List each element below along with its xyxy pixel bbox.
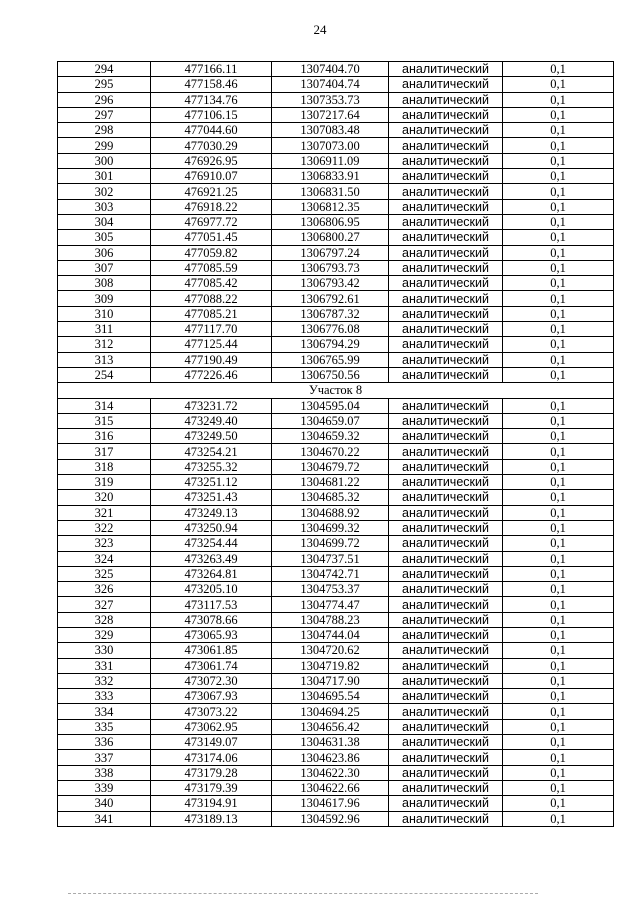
x-coordinate-cell: 473251.43 — [151, 490, 272, 505]
x-coordinate-cell: 477030.29 — [151, 138, 272, 153]
point-number-cell: 316 — [58, 429, 151, 444]
accuracy-cell: 0,1 — [503, 780, 614, 795]
accuracy-cell: 0,1 — [503, 199, 614, 214]
accuracy-cell: 0,1 — [503, 750, 614, 765]
x-coordinate-cell: 476921.25 — [151, 184, 272, 199]
y-coordinate-cell: 1304622.66 — [272, 780, 389, 795]
method-cell: аналитический — [389, 352, 503, 367]
method-cell: аналитический — [389, 597, 503, 612]
method-cell: аналитический — [389, 184, 503, 199]
x-coordinate-cell: 473072.30 — [151, 673, 272, 688]
accuracy-cell: 0,1 — [503, 260, 614, 275]
point-number-cell: 297 — [58, 107, 151, 122]
accuracy-cell: 0,1 — [503, 322, 614, 337]
table-row — [58, 230, 614, 245]
method-cell: аналитический — [389, 107, 503, 122]
table-row — [58, 597, 614, 612]
y-coordinate-cell: 1307083.48 — [272, 123, 389, 138]
point-number-cell: 310 — [58, 306, 151, 321]
y-coordinate-cell: 1306776.08 — [272, 322, 389, 337]
table-row — [58, 367, 614, 382]
x-coordinate-cell: 473073.22 — [151, 704, 272, 719]
point-number-cell: 338 — [58, 765, 151, 780]
method-cell: аналитический — [389, 536, 503, 551]
x-coordinate-cell: 473251.12 — [151, 475, 272, 490]
table-row — [58, 704, 614, 719]
point-number-cell: 313 — [58, 352, 151, 367]
x-coordinate-cell: 477085.21 — [151, 306, 272, 321]
accuracy-cell: 0,1 — [503, 169, 614, 184]
table-row — [58, 475, 614, 490]
accuracy-cell: 0,1 — [503, 367, 614, 382]
x-coordinate-cell: 473250.94 — [151, 520, 272, 535]
method-cell: аналитический — [389, 230, 503, 245]
x-coordinate-cell: 477106.15 — [151, 107, 272, 122]
x-coordinate-cell: 473174.06 — [151, 750, 272, 765]
method-cell: аналитический — [389, 398, 503, 413]
accuracy-cell: 0,1 — [503, 276, 614, 291]
point-number-cell: 318 — [58, 459, 151, 474]
table-row — [58, 551, 614, 566]
method-cell: аналитический — [389, 367, 503, 382]
accuracy-cell: 0,1 — [503, 704, 614, 719]
accuracy-cell: 0,1 — [503, 153, 614, 168]
method-cell: аналитический — [389, 337, 503, 352]
point-number-cell: 299 — [58, 138, 151, 153]
method-cell: аналитический — [389, 199, 503, 214]
y-coordinate-cell: 1304617.96 — [272, 796, 389, 811]
y-coordinate-cell: 1304737.51 — [272, 551, 389, 566]
y-coordinate-cell: 1304670.22 — [272, 444, 389, 459]
accuracy-cell: 0,1 — [503, 536, 614, 551]
table-row — [58, 322, 614, 337]
accuracy-cell: 0,1 — [503, 245, 614, 260]
table-row — [58, 337, 614, 352]
x-coordinate-cell: 473255.32 — [151, 459, 272, 474]
accuracy-cell: 0,1 — [503, 352, 614, 367]
point-number-cell: 323 — [58, 536, 151, 551]
method-cell: аналитический — [389, 153, 503, 168]
method-cell: аналитический — [389, 658, 503, 673]
y-coordinate-cell: 1306787.32 — [272, 306, 389, 321]
method-cell: аналитический — [389, 796, 503, 811]
method-cell: аналитический — [389, 475, 503, 490]
accuracy-cell: 0,1 — [503, 444, 614, 459]
point-number-cell: 322 — [58, 520, 151, 535]
point-number-cell: 300 — [58, 153, 151, 168]
method-cell: аналитический — [389, 260, 503, 275]
accuracy-cell: 0,1 — [503, 627, 614, 642]
x-coordinate-cell: 477051.45 — [151, 230, 272, 245]
y-coordinate-cell: 1307353.73 — [272, 92, 389, 107]
y-coordinate-cell: 1304623.86 — [272, 750, 389, 765]
method-cell: аналитический — [389, 214, 503, 229]
accuracy-cell: 0,1 — [503, 107, 614, 122]
method-cell: аналитический — [389, 505, 503, 520]
accuracy-cell: 0,1 — [503, 214, 614, 229]
x-coordinate-cell: 476910.07 — [151, 169, 272, 184]
y-coordinate-cell: 1304753.37 — [272, 582, 389, 597]
point-number-cell: 311 — [58, 322, 151, 337]
point-number-cell: 330 — [58, 643, 151, 658]
y-coordinate-cell: 1306831.50 — [272, 184, 389, 199]
point-number-cell: 334 — [58, 704, 151, 719]
method-cell: аналитический — [389, 551, 503, 566]
accuracy-cell: 0,1 — [503, 811, 614, 826]
method-cell: аналитический — [389, 123, 503, 138]
method-cell: аналитический — [389, 444, 503, 459]
point-number-cell: 312 — [58, 337, 151, 352]
y-coordinate-cell: 1304688.92 — [272, 505, 389, 520]
y-coordinate-cell: 1304744.04 — [272, 627, 389, 642]
section-heading: Участок 8 — [58, 383, 614, 398]
accuracy-cell: 0,1 — [503, 413, 614, 428]
y-coordinate-cell: 1304656.42 — [272, 719, 389, 734]
x-coordinate-cell: 477088.22 — [151, 291, 272, 306]
x-coordinate-cell: 473061.85 — [151, 643, 272, 658]
method-cell: аналитический — [389, 765, 503, 780]
page-number: 24 — [313, 22, 327, 37]
y-coordinate-cell: 1306750.56 — [272, 367, 389, 382]
method-cell: аналитический — [389, 780, 503, 795]
y-coordinate-cell: 1304659.07 — [272, 413, 389, 428]
point-number-cell: 337 — [58, 750, 151, 765]
table-row — [58, 276, 614, 291]
accuracy-cell: 0,1 — [503, 566, 614, 581]
table-row — [58, 153, 614, 168]
table-row — [58, 643, 614, 658]
y-coordinate-cell: 1304685.32 — [272, 490, 389, 505]
x-coordinate-cell: 473117.53 — [151, 597, 272, 612]
table-row — [58, 62, 614, 77]
method-cell: аналитический — [389, 582, 503, 597]
x-coordinate-cell: 473249.40 — [151, 413, 272, 428]
accuracy-cell: 0,1 — [503, 429, 614, 444]
table-row — [58, 658, 614, 673]
point-number-cell: 314 — [58, 398, 151, 413]
method-cell: аналитический — [389, 62, 503, 77]
accuracy-cell: 0,1 — [503, 459, 614, 474]
x-coordinate-cell: 477190.49 — [151, 352, 272, 367]
table-row — [58, 536, 614, 551]
x-coordinate-cell: 473061.74 — [151, 658, 272, 673]
table-row — [58, 107, 614, 122]
point-number-cell: 304 — [58, 214, 151, 229]
y-coordinate-cell: 1306793.42 — [272, 276, 389, 291]
y-coordinate-cell: 1307404.70 — [272, 62, 389, 77]
accuracy-cell: 0,1 — [503, 689, 614, 704]
y-coordinate-cell: 1304679.72 — [272, 459, 389, 474]
point-number-cell: 306 — [58, 245, 151, 260]
table-row — [58, 199, 614, 214]
accuracy-cell: 0,1 — [503, 765, 614, 780]
table-row — [58, 627, 614, 642]
x-coordinate-cell: 473078.66 — [151, 612, 272, 627]
point-number-cell: 340 — [58, 796, 151, 811]
table-row — [58, 138, 614, 153]
point-number-cell: 315 — [58, 413, 151, 428]
table-row — [58, 520, 614, 535]
table-row — [58, 214, 614, 229]
method-cell: аналитический — [389, 459, 503, 474]
table-row — [58, 429, 614, 444]
table-row — [58, 689, 614, 704]
method-cell: аналитический — [389, 276, 503, 291]
x-coordinate-cell: 473067.93 — [151, 689, 272, 704]
x-coordinate-cell: 477134.76 — [151, 92, 272, 107]
table-row — [58, 123, 614, 138]
x-coordinate-cell: 473179.28 — [151, 765, 272, 780]
table-row — [58, 750, 614, 765]
table-row — [58, 77, 614, 92]
table-row — [58, 765, 614, 780]
x-coordinate-cell: 473189.13 — [151, 811, 272, 826]
method-cell: аналитический — [389, 77, 503, 92]
x-coordinate-cell: 477125.44 — [151, 337, 272, 352]
table-row — [58, 306, 614, 321]
y-coordinate-cell: 1306794.29 — [272, 337, 389, 352]
table-row — [58, 169, 614, 184]
method-cell: аналитический — [389, 490, 503, 505]
point-number-cell: 298 — [58, 123, 151, 138]
point-number-cell: 254 — [58, 367, 151, 382]
table-row — [58, 505, 614, 520]
x-coordinate-cell: 473249.13 — [151, 505, 272, 520]
accuracy-cell: 0,1 — [503, 612, 614, 627]
method-cell: аналитический — [389, 92, 503, 107]
y-coordinate-cell: 1306833.91 — [272, 169, 389, 184]
table-row — [58, 490, 614, 505]
point-number-cell: 307 — [58, 260, 151, 275]
page-bottom-rule — [68, 893, 538, 894]
method-cell: аналитический — [389, 138, 503, 153]
accuracy-cell: 0,1 — [503, 719, 614, 734]
table-row — [58, 413, 614, 428]
x-coordinate-cell: 473194.91 — [151, 796, 272, 811]
point-number-cell: 333 — [58, 689, 151, 704]
method-cell: аналитический — [389, 291, 503, 306]
table-row — [58, 245, 614, 260]
x-coordinate-cell: 476918.22 — [151, 199, 272, 214]
y-coordinate-cell: 1306800.27 — [272, 230, 389, 245]
point-number-cell: 309 — [58, 291, 151, 306]
x-coordinate-cell: 477044.60 — [151, 123, 272, 138]
method-cell: аналитический — [389, 750, 503, 765]
x-coordinate-cell: 477059.82 — [151, 245, 272, 260]
method-cell: аналитический — [389, 322, 503, 337]
accuracy-cell: 0,1 — [503, 520, 614, 535]
method-cell: аналитический — [389, 627, 503, 642]
x-coordinate-cell: 473205.10 — [151, 582, 272, 597]
x-coordinate-cell: 473065.93 — [151, 627, 272, 642]
point-number-cell: 335 — [58, 719, 151, 734]
x-coordinate-cell: 476977.72 — [151, 214, 272, 229]
x-coordinate-cell: 473254.44 — [151, 536, 272, 551]
method-cell: аналитический — [389, 566, 503, 581]
point-number-cell: 308 — [58, 276, 151, 291]
point-number-cell: 332 — [58, 673, 151, 688]
point-number-cell: 294 — [58, 62, 151, 77]
accuracy-cell: 0,1 — [503, 337, 614, 352]
point-number-cell: 320 — [58, 490, 151, 505]
accuracy-cell: 0,1 — [503, 184, 614, 199]
y-coordinate-cell: 1304694.25 — [272, 704, 389, 719]
accuracy-cell: 0,1 — [503, 138, 614, 153]
point-number-cell: 317 — [58, 444, 151, 459]
y-coordinate-cell: 1304719.82 — [272, 658, 389, 673]
y-coordinate-cell: 1307404.74 — [272, 77, 389, 92]
table-row — [58, 184, 614, 199]
y-coordinate-cell: 1304659.32 — [272, 429, 389, 444]
table-row — [58, 459, 614, 474]
method-cell: аналитический — [389, 811, 503, 826]
y-coordinate-cell: 1304622.30 — [272, 765, 389, 780]
point-number-cell: 326 — [58, 582, 151, 597]
y-coordinate-cell: 1304595.04 — [272, 398, 389, 413]
point-number-cell: 321 — [58, 505, 151, 520]
table-row — [58, 398, 614, 413]
y-coordinate-cell: 1304774.47 — [272, 597, 389, 612]
y-coordinate-cell: 1304717.90 — [272, 673, 389, 688]
table-row — [58, 673, 614, 688]
method-cell: аналитический — [389, 612, 503, 627]
x-coordinate-cell: 477085.59 — [151, 260, 272, 275]
table-row — [58, 780, 614, 795]
y-coordinate-cell: 1304631.38 — [272, 735, 389, 750]
x-coordinate-cell: 473263.49 — [151, 551, 272, 566]
method-cell: аналитический — [389, 689, 503, 704]
accuracy-cell: 0,1 — [503, 643, 614, 658]
point-number-cell: 324 — [58, 551, 151, 566]
method-cell: аналитический — [389, 306, 503, 321]
x-coordinate-cell: 473062.95 — [151, 719, 272, 734]
accuracy-cell: 0,1 — [503, 490, 614, 505]
y-coordinate-cell: 1304699.32 — [272, 520, 389, 535]
point-number-cell: 325 — [58, 566, 151, 581]
method-cell: аналитический — [389, 643, 503, 658]
y-coordinate-cell: 1304592.96 — [272, 811, 389, 826]
point-number-cell: 301 — [58, 169, 151, 184]
accuracy-cell: 0,1 — [503, 123, 614, 138]
table-row — [58, 811, 614, 826]
method-cell: аналитический — [389, 169, 503, 184]
method-cell: аналитический — [389, 429, 503, 444]
x-coordinate-cell: 477117.70 — [151, 322, 272, 337]
point-number-cell: 302 — [58, 184, 151, 199]
x-coordinate-cell: 473254.21 — [151, 444, 272, 459]
table-row — [58, 291, 614, 306]
point-number-cell: 303 — [58, 199, 151, 214]
method-cell: аналитический — [389, 520, 503, 535]
section-row — [58, 383, 614, 398]
method-cell: аналитический — [389, 735, 503, 750]
y-coordinate-cell: 1304742.71 — [272, 566, 389, 581]
point-number-cell: 319 — [58, 475, 151, 490]
table-row — [58, 566, 614, 581]
accuracy-cell: 0,1 — [503, 582, 614, 597]
x-coordinate-cell: 473149.07 — [151, 735, 272, 750]
y-coordinate-cell: 1306792.61 — [272, 291, 389, 306]
accuracy-cell: 0,1 — [503, 505, 614, 520]
table-row — [58, 796, 614, 811]
point-number-cell: 296 — [58, 92, 151, 107]
y-coordinate-cell: 1306793.73 — [272, 260, 389, 275]
y-coordinate-cell: 1304695.54 — [272, 689, 389, 704]
point-number-cell: 305 — [58, 230, 151, 245]
method-cell: аналитический — [389, 413, 503, 428]
table-row — [58, 352, 614, 367]
method-cell: аналитический — [389, 673, 503, 688]
y-coordinate-cell: 1304720.62 — [272, 643, 389, 658]
point-number-cell: 339 — [58, 780, 151, 795]
y-coordinate-cell: 1304788.23 — [272, 612, 389, 627]
y-coordinate-cell: 1306911.09 — [272, 153, 389, 168]
y-coordinate-cell: 1306806.95 — [272, 214, 389, 229]
table-row — [58, 612, 614, 627]
y-coordinate-cell: 1304681.22 — [272, 475, 389, 490]
x-coordinate-cell: 473249.50 — [151, 429, 272, 444]
accuracy-cell: 0,1 — [503, 796, 614, 811]
accuracy-cell: 0,1 — [503, 92, 614, 107]
accuracy-cell: 0,1 — [503, 658, 614, 673]
x-coordinate-cell: 473264.81 — [151, 566, 272, 581]
point-number-cell: 331 — [58, 658, 151, 673]
y-coordinate-cell: 1306812.35 — [272, 199, 389, 214]
accuracy-cell: 0,1 — [503, 735, 614, 750]
y-coordinate-cell: 1306765.99 — [272, 352, 389, 367]
y-coordinate-cell: 1306797.24 — [272, 245, 389, 260]
point-number-cell: 329 — [58, 627, 151, 642]
y-coordinate-cell: 1307217.64 — [272, 107, 389, 122]
accuracy-cell: 0,1 — [503, 230, 614, 245]
table-row — [58, 92, 614, 107]
accuracy-cell: 0,1 — [503, 77, 614, 92]
accuracy-cell: 0,1 — [503, 673, 614, 688]
accuracy-cell: 0,1 — [503, 551, 614, 566]
x-coordinate-cell: 473231.72 — [151, 398, 272, 413]
table-row — [58, 444, 614, 459]
accuracy-cell: 0,1 — [503, 597, 614, 612]
point-number-cell: 336 — [58, 735, 151, 750]
point-number-cell: 328 — [58, 612, 151, 627]
accuracy-cell: 0,1 — [503, 306, 614, 321]
x-coordinate-cell: 477158.46 — [151, 77, 272, 92]
accuracy-cell: 0,1 — [503, 62, 614, 77]
method-cell: аналитический — [389, 704, 503, 719]
method-cell: аналитический — [389, 245, 503, 260]
method-cell: аналитический — [389, 719, 503, 734]
point-number-cell: 295 — [58, 77, 151, 92]
point-number-cell: 341 — [58, 811, 151, 826]
table-row — [58, 719, 614, 734]
y-coordinate-cell: 1304699.72 — [272, 536, 389, 551]
coordinates-table — [57, 61, 614, 827]
x-coordinate-cell: 477226.46 — [151, 367, 272, 382]
accuracy-cell: 0,1 — [503, 475, 614, 490]
point-number-cell: 327 — [58, 597, 151, 612]
x-coordinate-cell: 477166.11 — [151, 62, 272, 77]
x-coordinate-cell: 477085.42 — [151, 276, 272, 291]
y-coordinate-cell: 1307073.00 — [272, 138, 389, 153]
table-row — [58, 260, 614, 275]
x-coordinate-cell: 476926.95 — [151, 153, 272, 168]
accuracy-cell: 0,1 — [503, 291, 614, 306]
accuracy-cell: 0,1 — [503, 398, 614, 413]
table-row — [58, 735, 614, 750]
table-row — [58, 582, 614, 597]
x-coordinate-cell: 473179.39 — [151, 780, 272, 795]
